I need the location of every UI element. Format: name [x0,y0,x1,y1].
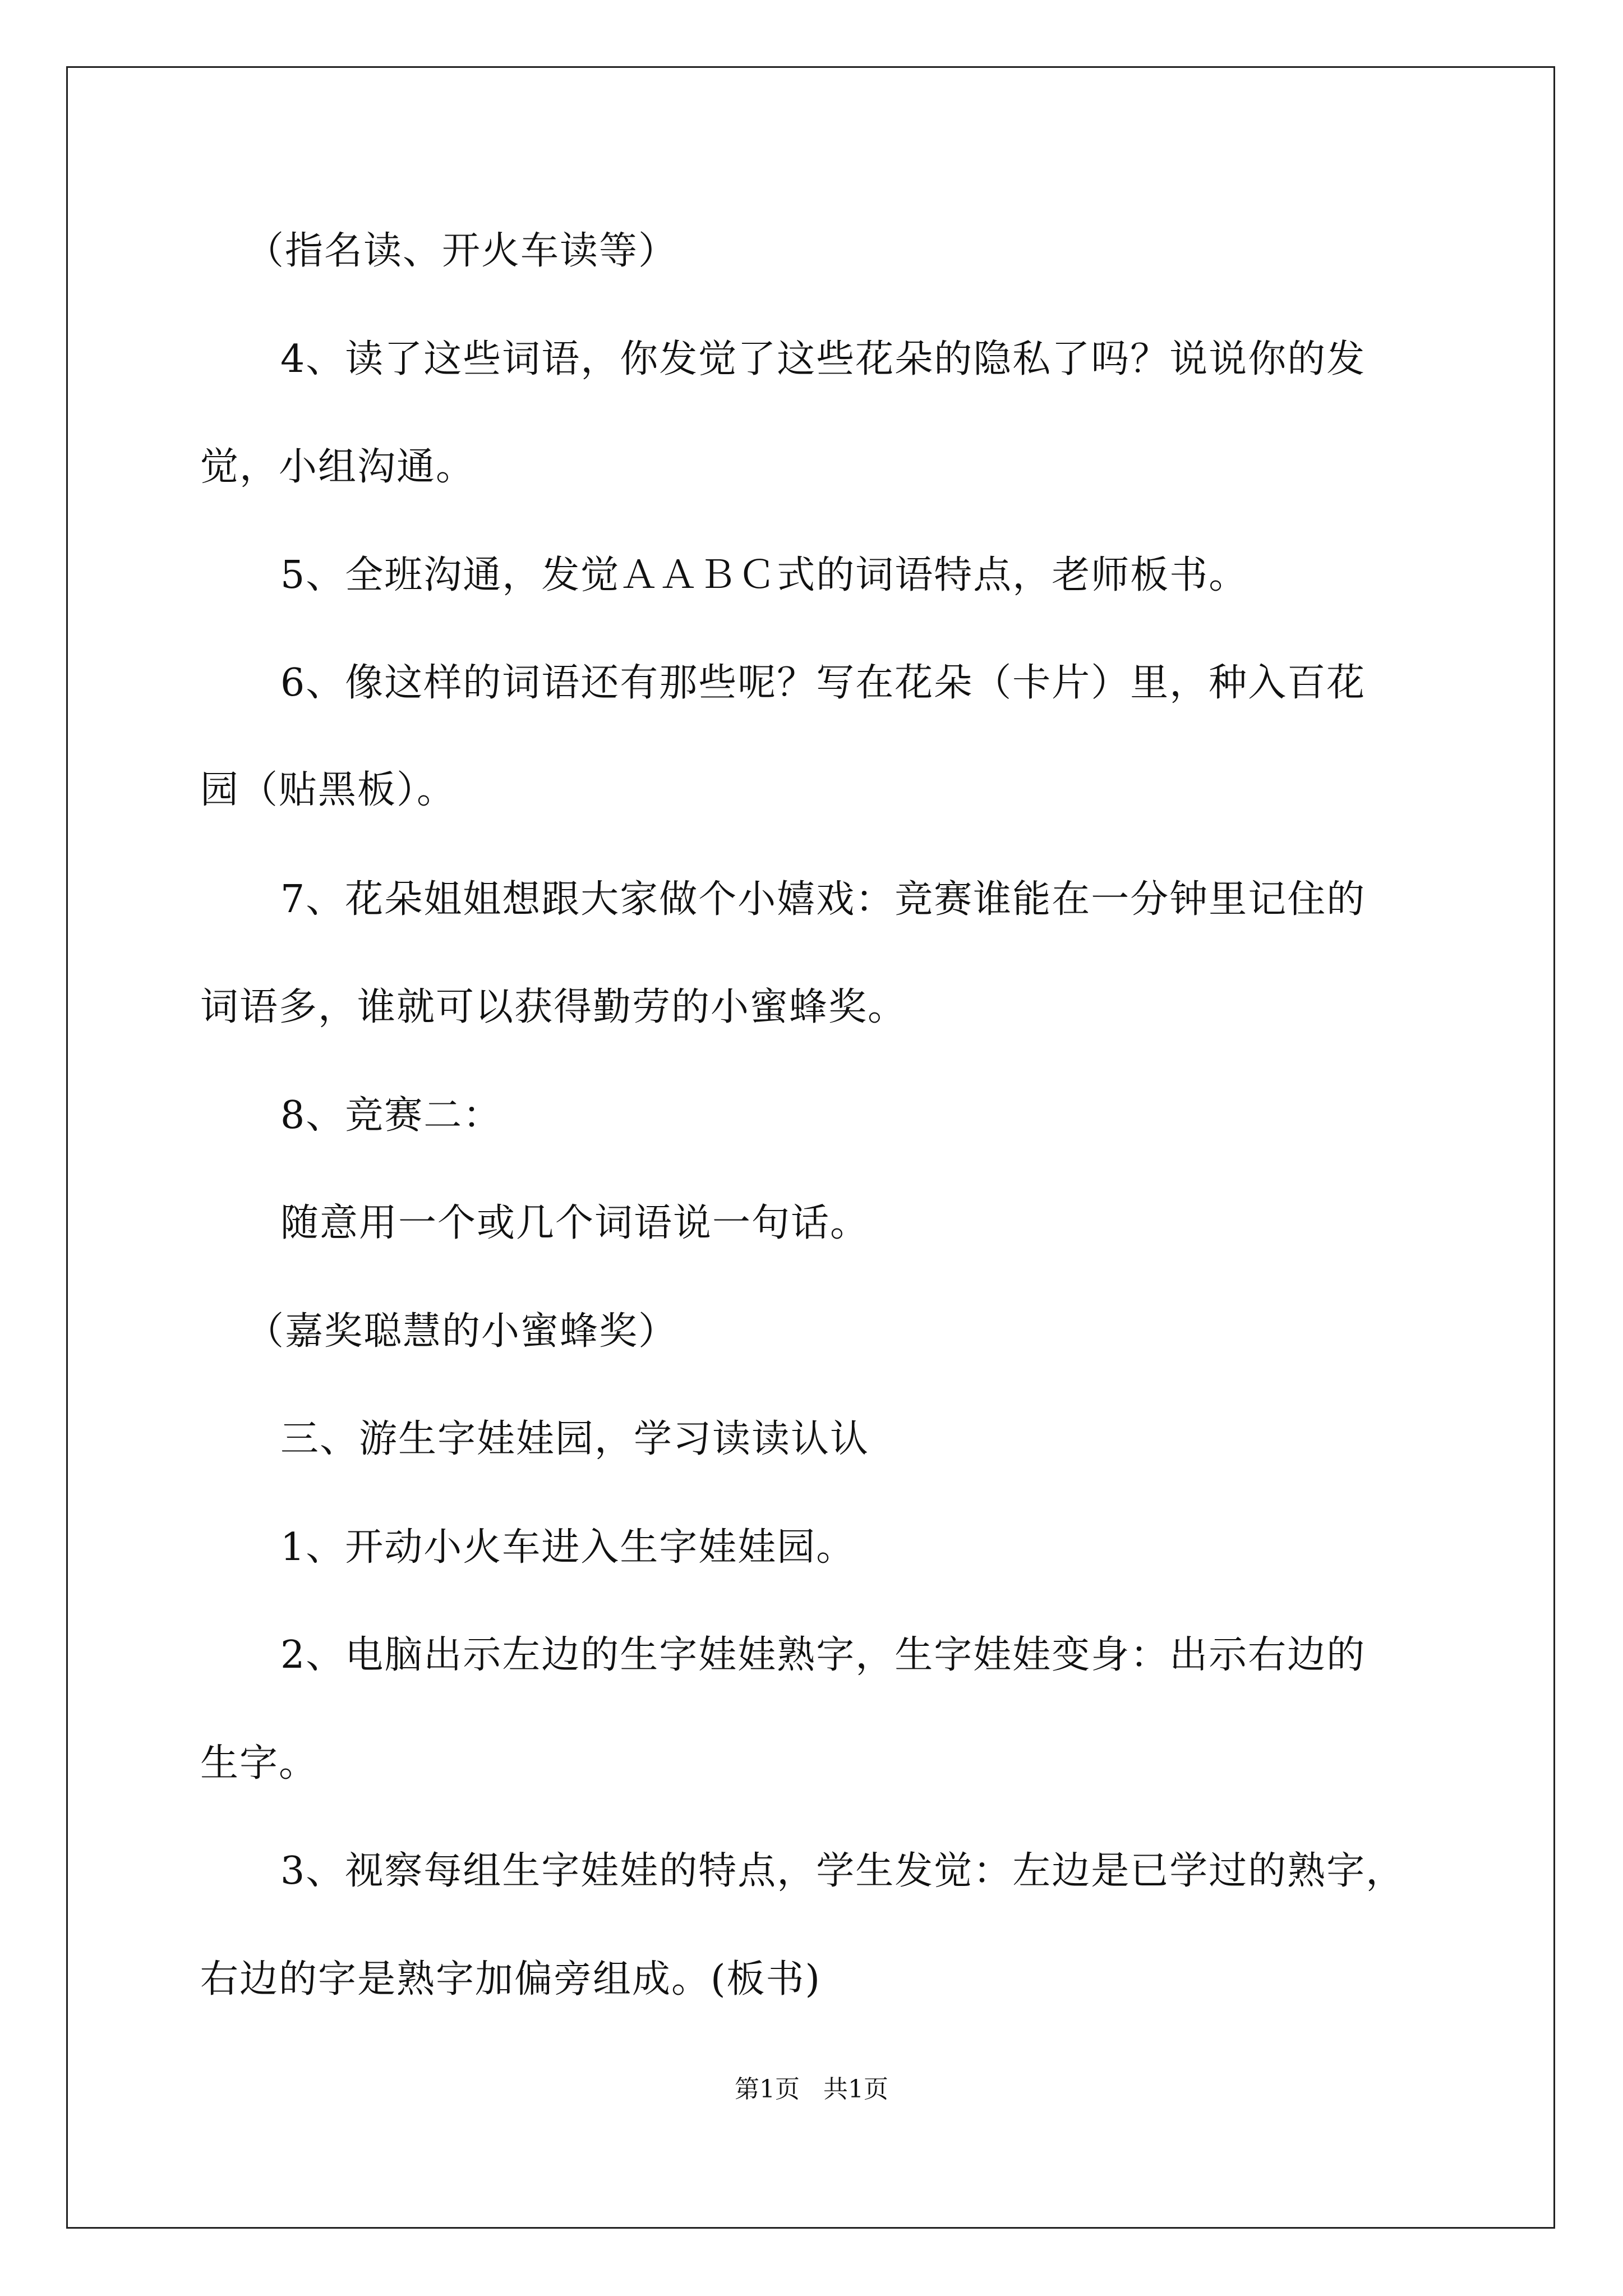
paragraph-5-line-2: 词语多，谁就可以获得勤劳的小蜜蜂奖。 [200,985,907,1029]
paragraph-2-line-2: 觉，小组沟通。 [200,445,476,489]
section-heading: 三、游生字娃娃园，学习读读认认 [280,1417,870,1461]
paragraph-3: 5、全班沟通，发觉ＡＡＢＣ式的词语特点，老师板书。 [280,553,1248,597]
paragraph-1: （指名读、开火车读等） [246,229,678,273]
page-number: 第1页 共1页 [735,2075,888,2104]
paragraph-11-line-2: 右边的字是熟字加偏旁组成。(板书) [200,1957,822,2001]
paragraph-6: 8、竞赛二： [280,1093,502,1138]
paragraph-4-line-2: 园（贴黑板）。 [200,768,457,812]
paragraph-5-line-1: 7、花朵姐姐想跟大家做个小嬉戏：竞赛谁能在一分钟里记住的 [280,877,1366,922]
paragraph-10-line-2: 生字。 [200,1741,319,1786]
page-border [66,66,1555,2229]
paragraph-11-line-1: 3、视察每组生字娃娃的特点，学生发觉：左边是已学过的熟字， [280,1849,1405,1893]
paragraph-8: （嘉奖聪慧的小蜜蜂奖） [246,1309,678,1354]
paragraph-2-line-1: 4、读了这些词语，你发觉了这些花朵的隐私了吗？说说你的发 [280,337,1366,381]
paragraph-4-line-1: 6、像这样的词语还有那些呢？写在花朵（卡片）里，种入百花 [280,661,1366,705]
paragraph-9: 1、开动小火车进入生字娃娃园。 [280,1525,856,1570]
paragraph-10-line-1: 2、电脑出示左边的生字娃娃熟字，生字娃娃变身：出示右边的 [280,1633,1366,1677]
paragraph-7: 随意用一个或几个词语说一句话。 [280,1201,870,1245]
